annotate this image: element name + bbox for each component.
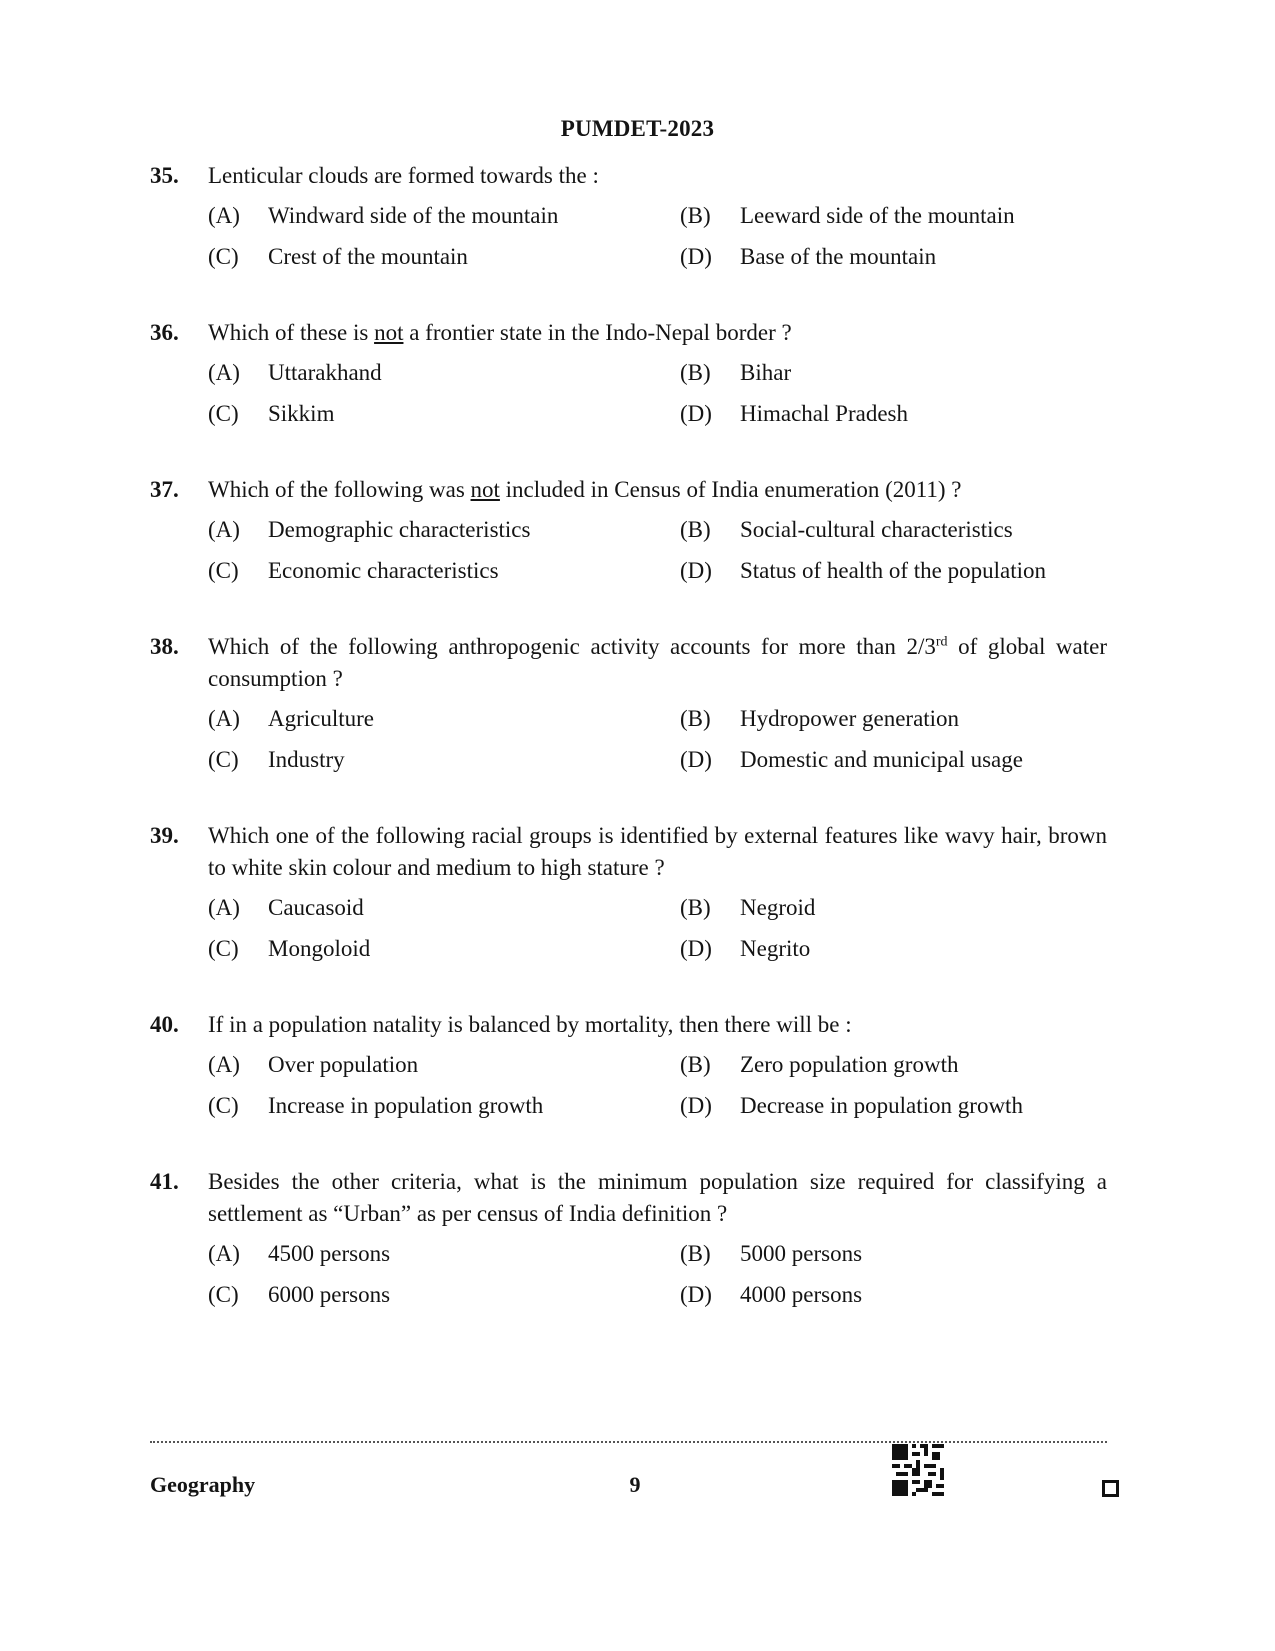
question-text: Which of these is not a frontier state in the Indo-Nepal border ?: [208, 320, 792, 345]
option-a: (A) Demographic characteristics: [208, 517, 531, 542]
question-number: 39.: [150, 823, 179, 848]
option-d: (D) Base of the mountain: [680, 244, 937, 269]
question-41: [150, 1166, 1107, 1311]
option-d: (D) Decrease in population growth: [680, 1093, 1023, 1118]
question-number: 37.: [150, 477, 179, 502]
page-number: 9: [629, 1472, 641, 1497]
option-b: (B) Bihar: [680, 360, 792, 385]
question-36: [150, 317, 1107, 430]
option-c: (C) Mongoloid: [208, 936, 371, 961]
question-number: 36.: [150, 320, 179, 345]
question-text: Which of the following was not included in Census of India enumeration (2011) ?: [208, 477, 962, 502]
question-number: 38.: [150, 634, 179, 659]
option-c: (C) Sikkim: [208, 401, 335, 426]
question-37: [150, 474, 1107, 587]
option-d: (D) Domestic and municipal usage: [680, 747, 1023, 772]
option-c: (C) Crest of the mountain: [208, 244, 468, 269]
end-square-icon: [1102, 1480, 1119, 1497]
question-39: [150, 820, 1107, 965]
question-text: Which of the following anthropogenic activity accounts for more than 2/3rd of global water consumption ?: [208, 634, 1107, 691]
question-35: [150, 160, 1107, 273]
footer-divider: [150, 1441, 1107, 1443]
question-40: [150, 1009, 1107, 1122]
option-a: (A) 4500 persons: [208, 1241, 391, 1266]
page-title: PUMDET-2023: [560, 116, 715, 141]
option-a: (A) Uttarakhand: [208, 360, 382, 385]
option-a: (A) Windward side of the mountain: [208, 203, 559, 228]
option-b: (B) Zero population growth: [680, 1052, 959, 1077]
footer-subject: Geography: [150, 1472, 256, 1497]
option-d: (D) 4000 persons: [680, 1282, 863, 1307]
qr-code-icon: [892, 1444, 944, 1496]
option-c: (C) Increase in population growth: [208, 1093, 544, 1118]
option-b: (B) Social-cultural characteristics: [680, 517, 1013, 542]
option-d: (D) Himachal Pradesh: [680, 401, 908, 426]
option-c: (C) Economic characteristics: [208, 558, 499, 583]
question-number: 41.: [150, 1169, 179, 1194]
question-text: Lenticular clouds are formed towards the :: [208, 163, 599, 188]
option-c: (C) Industry: [208, 747, 345, 772]
emphasis-not: not: [470, 477, 500, 502]
question-text: Besides the other criteria, what is the minimum population size required for classifying a settlement as “Urban” as per census of India definition ?: [208, 1169, 1107, 1226]
question-38: [150, 631, 1107, 776]
option-c: (C) 6000 persons: [208, 1282, 391, 1307]
emphasis-not: not: [374, 320, 404, 345]
question-text: Which one of the following racial groups is identified by external features like wavy hair, brown to white skin colour and medium to high stature ?: [208, 823, 1107, 880]
option-a: (A) Agriculture: [208, 706, 375, 731]
question-number: 40.: [150, 1012, 179, 1037]
question-number: 35.: [150, 163, 179, 188]
option-a: (A) Caucasoid: [208, 895, 364, 920]
question-list: [150, 160, 1107, 1355]
option-b: (B) Hydropower generation: [680, 706, 960, 731]
option-a: (A) Over population: [208, 1052, 419, 1077]
option-b: (B) Leeward side of the mountain: [680, 203, 1015, 228]
option-d: (D) Status of health of the population: [680, 558, 1046, 583]
option-b: (B) Negroid: [680, 895, 816, 920]
option-b: (B) 5000 persons: [680, 1241, 863, 1266]
option-d: (D) Negrito: [680, 936, 811, 961]
question-text: If in a population natality is balanced by mortality, then there will be :: [208, 1012, 852, 1037]
superscript: rd: [935, 634, 948, 650]
